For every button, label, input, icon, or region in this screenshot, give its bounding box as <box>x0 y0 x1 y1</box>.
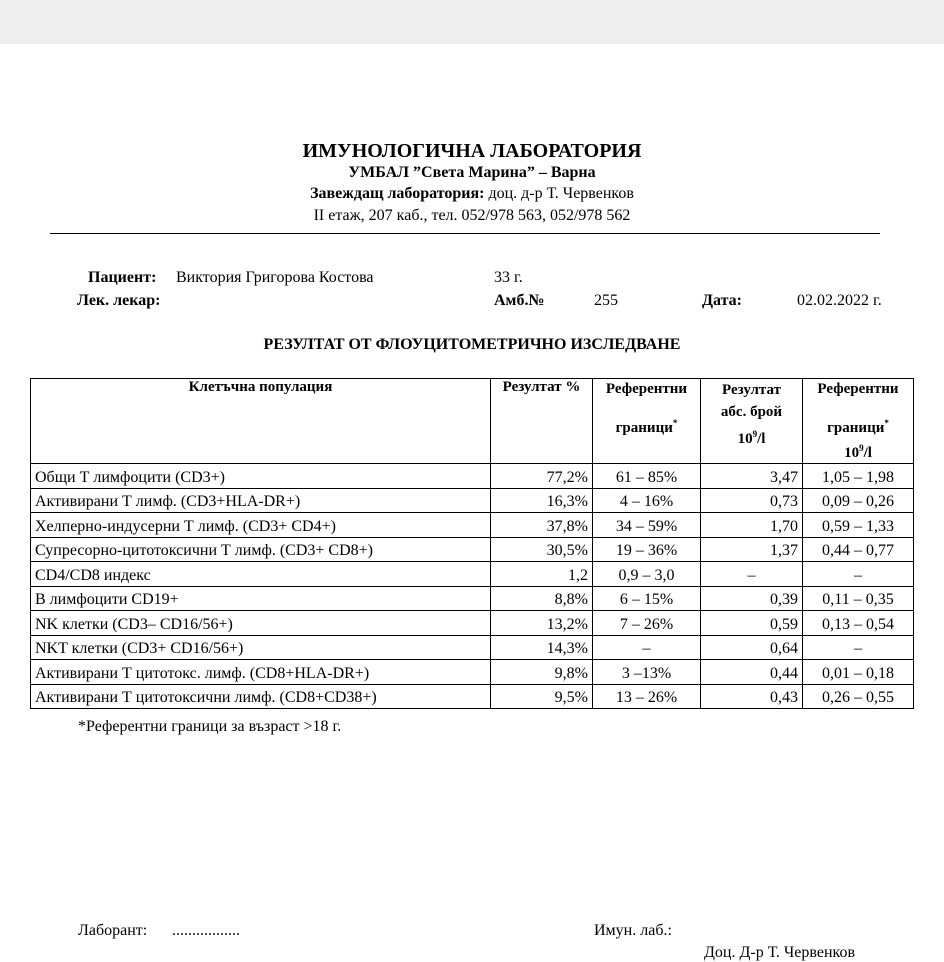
cell-result-pct: 14,3% <box>491 635 593 660</box>
header-ref-pct-line1: Референтни <box>605 381 688 397</box>
table-row <box>31 635 914 660</box>
table-row <box>31 513 914 538</box>
header-ref-abs <box>803 379 914 464</box>
cell-ref-abs: – <box>803 562 914 587</box>
lab-tech-dots: ................. <box>172 922 240 939</box>
header-population: Клетъчна популация <box>31 379 491 464</box>
header-ref-abs-unit-exp: 9 <box>859 443 864 453</box>
header-ref-abs-mark: * <box>884 418 889 428</box>
cell-abs: 0,73 <box>701 488 803 513</box>
cell-population: NKT клетки (CD3+ CD16/56+) <box>31 635 491 660</box>
date-value: 02.02.2022 г. <box>797 292 882 309</box>
cell-ref-abs: 0,01 – 0,18 <box>803 660 914 685</box>
amb-label: Амб.№ <box>494 292 545 309</box>
header-abs-unit-base: 10 <box>737 431 753 447</box>
header-abs <box>701 379 803 464</box>
footnote: *Референтни граници за възраст >18 г. <box>78 718 342 735</box>
cell-abs: 3,47 <box>701 464 803 489</box>
cell-result-pct: 13,2% <box>491 611 593 636</box>
table-row <box>31 488 914 513</box>
header-result-pct: Резултат % <box>491 379 593 464</box>
header-ref-abs-unit-tail: /l <box>863 445 872 461</box>
cell-population: Хелперно-индусерни Т лимф. (CD3+ CD4+) <box>31 513 491 538</box>
cell-population: Общи Т лимфоцити (CD3+) <box>31 464 491 489</box>
cell-result-pct: 9,8% <box>491 660 593 685</box>
cell-result-pct: 16,3% <box>491 488 593 513</box>
lab-address: II етаж, 207 каб., тел. 052/978 563, 052/978 562 <box>313 207 631 224</box>
cell-ref-abs: 0,26 – 0,55 <box>803 684 914 709</box>
cell-population: В лимфоцити CD19+ <box>31 586 491 611</box>
cell-ref-pct: 19 – 36% <box>593 537 701 562</box>
table-row <box>31 660 914 685</box>
header-ref-abs-unit-base: 10 <box>844 445 860 461</box>
cell-result-pct: 8,8% <box>491 586 593 611</box>
cell-ref-abs: 0,59 – 1,33 <box>803 513 914 538</box>
immun-lab-name: Доц. Д-р Т. Червенков <box>704 944 856 961</box>
header-ref-mark: * <box>672 418 678 428</box>
immun-lab-label: Имун. лаб.: <box>594 922 672 939</box>
cell-ref-pct: 3 –13% <box>593 660 701 685</box>
cell-result-pct: 9,5% <box>491 684 593 709</box>
cell-abs: 0,59 <box>701 611 803 636</box>
cell-result-pct: 77,2% <box>491 464 593 489</box>
hospital-name: УМБАЛ ”Света Марина” – Варна <box>348 164 596 181</box>
lab-head-name: доц. д-р Т. Червенков <box>488 185 634 202</box>
cell-population: Активирани Т лимф. (CD3+HLA-DR+) <box>31 488 491 513</box>
header-abs-line2: абс. брой <box>720 404 783 420</box>
report-title: РЕЗУЛТАТ ОТ ФЛОУЦИТОМЕТРИЧНО ИЗСЛЕДВАНЕ <box>263 336 681 353</box>
table-row <box>31 611 914 636</box>
cell-ref-pct: 6 – 15% <box>593 586 701 611</box>
cell-ref-pct: 4 – 16% <box>593 488 701 513</box>
header-ref-abs-line2: граници <box>827 420 885 436</box>
patient-age: 33 г. <box>494 269 523 286</box>
cell-result-pct: 1,2 <box>491 562 593 587</box>
cell-ref-pct: 7 – 26% <box>593 611 701 636</box>
cell-ref-abs: 0,44 – 0,77 <box>803 537 914 562</box>
cell-ref-pct: – <box>593 635 701 660</box>
header-divider <box>50 233 880 234</box>
patient-label: Пациент: <box>88 269 157 286</box>
patient-name: Виктория Григорова Костова <box>176 269 374 286</box>
cell-ref-abs: 1,05 – 1,98 <box>803 464 914 489</box>
lab-head-label: Завеждащ лаборатория: <box>310 185 485 202</box>
cell-ref-abs: 0,11 – 0,35 <box>803 586 914 611</box>
table-row <box>31 562 914 587</box>
table-row <box>31 684 914 709</box>
header-abs-unit-tail: /l <box>757 431 766 447</box>
cell-result-pct: 37,8% <box>491 513 593 538</box>
table-row <box>31 586 914 611</box>
amb-number: 255 <box>594 292 618 309</box>
doctor-label: Лек. лекар: <box>77 292 161 309</box>
lab-tech-label: Лаборант: <box>78 922 148 939</box>
results-table <box>30 378 914 709</box>
header-ref-pct <box>593 379 701 464</box>
date-label: Дата: <box>702 292 742 309</box>
cell-abs: 0,44 <box>701 660 803 685</box>
cell-abs: 0,43 <box>701 684 803 709</box>
cell-ref-pct: 0,9 – 3,0 <box>593 562 701 587</box>
cell-abs: 1,70 <box>701 513 803 538</box>
cell-ref-pct: 13 – 26% <box>593 684 701 709</box>
lab-title: ИМУНОЛОГИЧНА ЛАБОРАТОРИЯ <box>302 140 642 162</box>
cell-ref-abs: 0,13 – 0,54 <box>803 611 914 636</box>
lab-head <box>0 185 944 203</box>
cell-result-pct: 30,5% <box>491 537 593 562</box>
cell-abs: – <box>701 562 803 587</box>
cell-abs: 0,39 <box>701 586 803 611</box>
cell-population: Активирани Т цитотокс. лимф. (CD8+HLA-DR+) <box>31 660 491 685</box>
cell-population: Активирани Т цитотоксични лимф. (CD8+CD38+) <box>31 684 491 709</box>
header-ref-abs-line1: Референтни <box>817 381 899 397</box>
cell-abs: 0,64 <box>701 635 803 660</box>
cell-population: CD4/CD8 индекс <box>31 562 491 587</box>
cell-ref-abs: 0,09 – 0,26 <box>803 488 914 513</box>
cell-ref-abs: – <box>803 635 914 660</box>
header-abs-line1: Резултат <box>722 382 781 398</box>
table-row <box>31 464 914 489</box>
cell-population: NK клетки (CD3– CD16/56+) <box>31 611 491 636</box>
top-bar <box>0 0 944 44</box>
cell-abs: 1,37 <box>701 537 803 562</box>
cell-population: Супресорно-цитотоксични Т лимф. (CD3+ CD8+) <box>31 537 491 562</box>
cell-ref-pct: 61 – 85% <box>593 464 701 489</box>
table-row <box>31 537 914 562</box>
header-ref-pct-line2: граници <box>615 420 673 436</box>
header-abs-unit-exp: 9 <box>752 429 758 439</box>
cell-ref-pct: 34 – 59% <box>593 513 701 538</box>
